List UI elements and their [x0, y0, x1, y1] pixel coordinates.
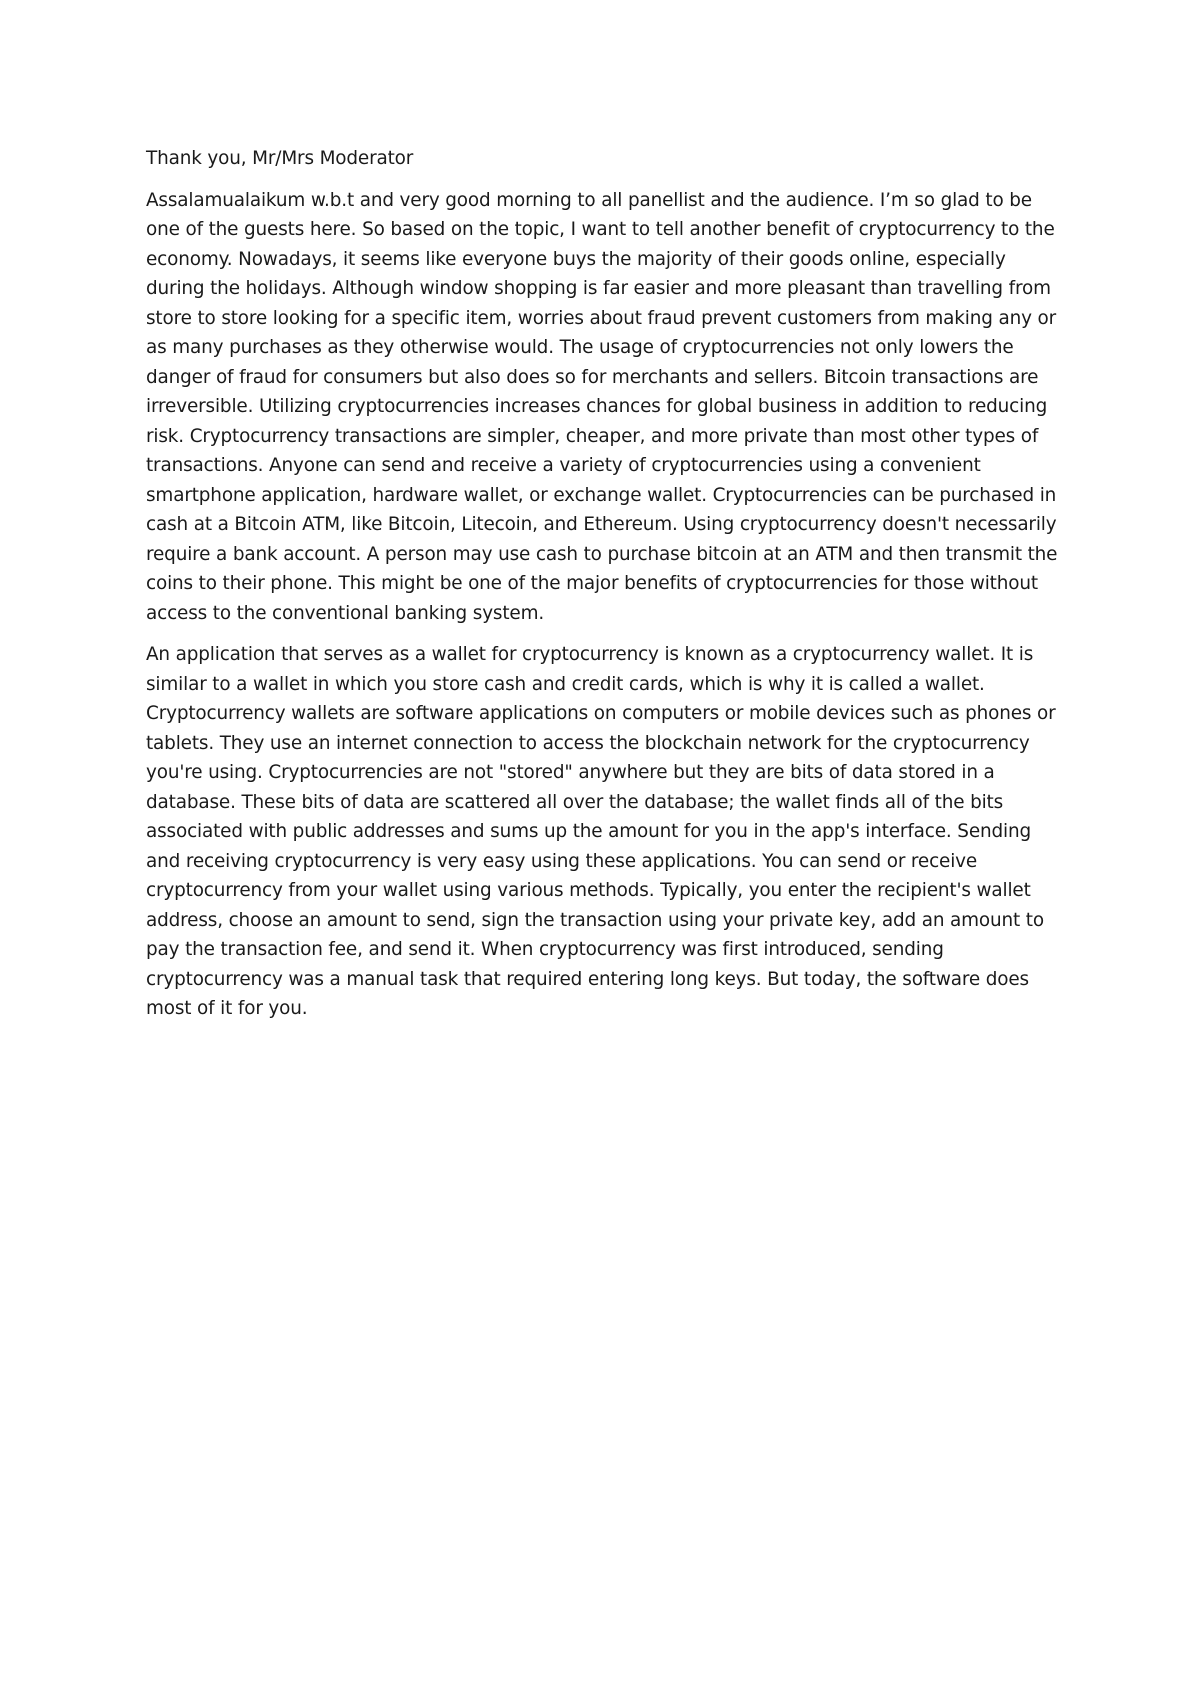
document-body: [146, 144, 1066, 1036]
paragraph-wallet: An application that serves as a wallet for cryptocurrency is known as a cryptocurrency wallet. It is similar to a wallet in which you store cash and credit cards, which is why it is called a wallet. Cryptocurrency wallets are software applications on computers or mobile devices such as phones or tablets. They use an internet connection to access the blockchain network for the cryptocurrency you're using. Cryptocurrencies are not "stored" anywhere but they are bits of data stored in a database. These bits of data are scattered all over the database; the wallet finds all of the bits associated with public addresses and sums up the amount for you in the app's interface. Sending and receiving cryptocurrency is very easy using these applications. You can send or receive cryptocurrency from your wallet using various methods. Typically, you enter the recipient's wallet address, choose an amount to send, sign the transaction using your private key, add an amount to pay the transaction fee, and send it. When cryptocurrency was first introduced, sending cryptocurrency was a manual task that required entering long keys. But today, the software does most of it for you.: [146, 644, 1056, 1019]
paragraph-benefits: Assalamualaikum w.b.t and very good morning to all panellist and the audience. I’m so glad to be one of the guests here. So based on the topic, I want to tell another benefit of cryptocurrency to the economy. Nowadays, it seems like everyone buys the majority of their goods online, especially during the holidays. Although window shopping is far easier and more pleasant than travelling from store to store looking for a specific item, worries about fraud prevent customers from making any or as many purchases as they otherwise would. The usage of cryptocurrencies not only lowers the danger of fraud for consumers but also does so for merchants and sellers. Bitcoin transactions are irreversible. Utilizing cryptocurrencies increases chances for global business in addition to reducing risk. Cryptocurrency transactions are simpler, cheaper, and more private than most other types of transactions. Anyone can send and receive a variety of cryptocurrencies using a convenient smartphone application, hardware wallet, or exchange wallet. Cryptocurrencies can be purchased in cash at a Bitcoin ATM, like Bitcoin, Litecoin, and Ethereum. Using cryptocurrency doesn't necessarily require a bank account. A person may use cash to purchase bitcoin at an ATM and then transmit the coins to their phone. This might be one of the major benefits of cryptocurrencies for those without access to the conventional banking system.: [146, 189, 1058, 624]
greeting-line: Thank you, Mr/Mrs Moderator: [146, 148, 414, 169]
